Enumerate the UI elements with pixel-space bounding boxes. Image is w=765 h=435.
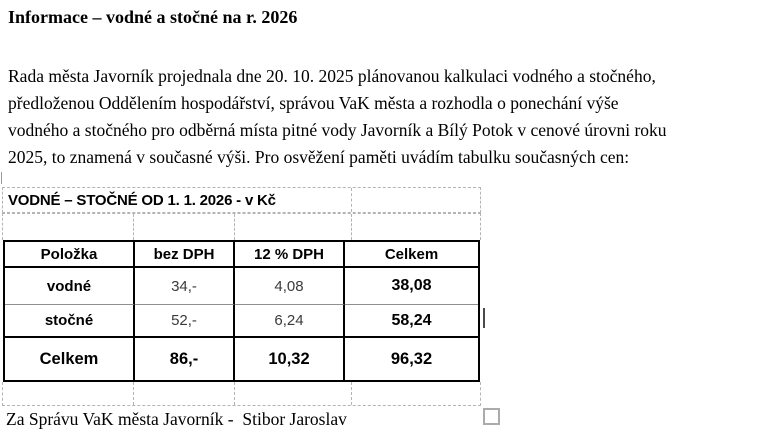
row-total-bez-dph: 86,-	[135, 338, 235, 380]
paragraph-line: Rada města Javorník projednala dne 20. 10. 2025 plánovanou kalkulaci vodného a stočného,	[8, 66, 656, 86]
row-stocne-celkem: 58,24	[345, 305, 478, 338]
paragraph-line: předloženou Oddělením hospodářství, správou VaK města a rozhodla o ponechání výše	[8, 93, 619, 113]
dashed-gridline	[234, 382, 235, 405]
paragraph-line: 2025, to znamená v současné výši. Pro osvěžení paměti uvádím tabulku současných cen:	[8, 147, 630, 167]
dashed-gridline	[133, 214, 134, 240]
document-title: Informace – vodné a stočné na r. 2026	[8, 7, 298, 27]
table-spacer-row	[2, 382, 481, 406]
dashed-gridline	[351, 214, 352, 240]
column-header-polozka: Položka	[5, 242, 135, 268]
dashed-gridline	[351, 382, 352, 405]
dashed-gridline	[351, 188, 352, 212]
row-vodne-dph: 4,08	[235, 268, 345, 305]
checkbox-marker[interactable]	[483, 408, 500, 425]
table-caption-row	[2, 187, 481, 213]
row-stocne-bez-dph: 52,-	[135, 305, 235, 338]
column-header-celkem: Celkem	[345, 242, 478, 268]
paragraph-line: vodného a stočného pro odběrná místa pitné vody Javorník a Bílý Potok v cenové úrovni roku	[8, 120, 667, 140]
table-spacer-row	[2, 213, 481, 240]
row-vodne-celkem: 38,08	[345, 268, 478, 305]
row-total-dph: 10,32	[235, 338, 345, 380]
text-cursor	[483, 308, 485, 328]
dashed-gridline	[133, 382, 134, 405]
document-paragraph	[8, 63, 667, 171]
row-vodne-bez-dph: 34,-	[135, 268, 235, 305]
dashed-gridline	[234, 214, 235, 240]
row-stocne-dph: 6,24	[235, 305, 345, 338]
column-header-dph: 12 % DPH	[235, 242, 345, 268]
gridline-tick	[1, 172, 2, 184]
table-caption: VODNÉ – STOČNÉ OD 1. 1. 2026 - v Kč	[8, 191, 276, 209]
row-total-label: Celkem	[5, 338, 135, 380]
price-table	[3, 240, 480, 382]
row-total-celkem: 96,32	[390, 349, 433, 368]
row-vodne-label: vodné	[5, 268, 135, 305]
column-header-bez-dph: bez DPH	[135, 242, 235, 268]
document-footer: Za Správu VaK města Javorník - Stibor Jaroslav	[6, 409, 347, 429]
row-stocne-label: stočné	[5, 305, 135, 338]
